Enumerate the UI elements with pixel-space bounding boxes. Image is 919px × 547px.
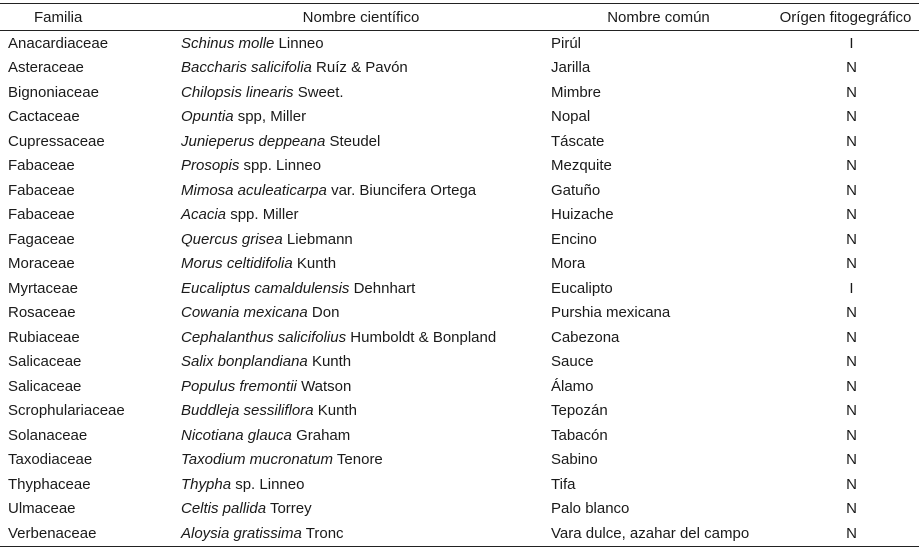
cell-nombre-cientifico <box>177 252 545 277</box>
cell-nombre-cientifico <box>177 105 545 130</box>
scientific-name-italic: Salix bonplandiana <box>181 353 308 371</box>
cell-nombre-cientifico <box>177 350 545 375</box>
cell-nombre-comun: Vara dulce, azahar del campo <box>545 521 772 546</box>
table-row <box>0 374 919 399</box>
table-row <box>0 325 919 350</box>
cell-familia: Moraceae <box>8 255 75 273</box>
cell-nombre-cientifico <box>177 325 545 350</box>
cell-familia: Cupressaceae <box>8 132 105 150</box>
cell-familia: Ulmaceae <box>8 500 76 518</box>
table-row <box>0 423 919 448</box>
table-row <box>0 497 919 522</box>
scientific-name-italic: Quercus grisea <box>181 230 283 248</box>
cell-familia: Myrtaceae <box>8 279 79 297</box>
cell-nombre-comun: Sabino <box>551 451 598 469</box>
scientific-name-author: spp. Miller <box>226 206 299 224</box>
cell-nombre-comun: Álamo <box>551 377 594 395</box>
scientific-name-author: Linneo <box>274 34 324 52</box>
table-row <box>0 227 919 252</box>
cell-origen: N <box>846 83 857 101</box>
scientific-name-author: Kunth <box>307 353 352 371</box>
scientific-name-italic: Cephalanthus salicifolius <box>181 328 347 346</box>
cell-origen: N <box>846 108 857 126</box>
cell-nombre-cientifico <box>177 80 545 105</box>
table-row <box>0 276 919 301</box>
cell-familia: Thyphaceae <box>8 475 91 493</box>
scientific-name-italic: Buddleja sessiliflora <box>181 402 314 420</box>
cell-familia: Fabaceae <box>8 181 75 199</box>
scientific-name-italic: Acacia <box>181 206 227 224</box>
cell-familia: Anacardiaceae <box>8 34 109 52</box>
scientific-name-italic: Mimosa aculeaticarpa <box>181 181 327 199</box>
scientific-name-author: sp. Linneo <box>231 475 305 493</box>
cell-origen: N <box>846 377 857 395</box>
cell-nombre-cientifico <box>177 399 545 424</box>
cell-origen: N <box>846 451 857 469</box>
cell-origen: N <box>846 475 857 493</box>
scientific-name-author: spp. Linneo <box>239 157 322 175</box>
scientific-name-author: var. Biuncifera Ortega <box>326 181 477 199</box>
scientific-name-italic: Cowania mexicana <box>181 304 308 322</box>
table-row <box>0 56 919 81</box>
scientific-name-italic: Baccharis salicifolia <box>181 59 312 77</box>
table-body <box>0 31 919 547</box>
cell-nombre-comun: Sauce <box>551 353 594 371</box>
header-row <box>0 4 919 31</box>
cell-nombre-cientifico <box>177 178 545 203</box>
cell-familia: Scrophulariaceae <box>8 402 125 420</box>
header-nombre-cientifico: Nombre científico <box>177 4 545 31</box>
cell-familia: Rosaceae <box>8 304 76 322</box>
scientific-name-italic: Taxodium mucronatum <box>181 451 334 469</box>
table-header <box>0 4 919 31</box>
header-nombre-comun: Nombre común <box>545 4 772 31</box>
table-row <box>0 252 919 277</box>
cell-nombre-cientifico <box>177 129 545 154</box>
scientific-name-author: Steudel <box>325 132 381 150</box>
cell-nombre-comun: Encino <box>551 230 597 248</box>
cell-familia: Asteraceae <box>8 59 84 77</box>
scientific-name-author: Dehnhart <box>349 279 416 297</box>
table-row <box>0 178 919 203</box>
table-row <box>0 129 919 154</box>
cell-origen: N <box>846 181 857 199</box>
cell-nombre-cientifico <box>177 276 545 301</box>
table-row <box>0 80 919 105</box>
cell-nombre-comun: Mimbre <box>551 83 602 101</box>
scientific-name-italic: Chilopsis linearis <box>181 83 294 101</box>
cell-origen: I <box>849 279 854 297</box>
table-row <box>0 105 919 130</box>
cell-origen: I <box>849 34 854 52</box>
table-row <box>0 301 919 326</box>
header-familia: Familia <box>0 4 177 31</box>
species-table <box>0 3 919 547</box>
scientific-name-author: Humboldt & Bonpland <box>346 328 497 346</box>
cell-nombre-cientifico <box>177 374 545 399</box>
scientific-name-italic: Eucaliptus camaldulensis <box>181 279 350 297</box>
cell-nombre-comun: Táscate <box>551 132 605 150</box>
table-row <box>0 399 919 424</box>
cell-familia: Verbenaceae <box>0 521 177 546</box>
scientific-name-author: spp, Miller <box>233 108 307 126</box>
cell-nombre-comun: Cabezona <box>551 328 620 346</box>
cell-origen: N <box>846 206 857 224</box>
cell-nombre-comun: Pirúl <box>551 34 582 52</box>
cell-origen: N <box>772 521 919 546</box>
scientific-name-author: Sweet. <box>293 83 344 101</box>
cell-origen: N <box>846 59 857 77</box>
table-row <box>0 203 919 228</box>
cell-origen: N <box>846 157 857 175</box>
cell-nombre-cientifico <box>177 227 545 252</box>
cell-nombre-comun: Eucalipto <box>551 279 613 297</box>
cell-nombre-comun: Purshia mexicana <box>551 304 671 322</box>
table-row <box>0 31 919 56</box>
cell-familia: Fabaceae <box>8 206 75 224</box>
cell-origen: N <box>846 255 857 273</box>
header-origen: Orígen fitogegráfico <box>772 4 919 31</box>
cell-nombre-cientifico <box>177 521 545 546</box>
cell-origen: N <box>846 328 857 346</box>
scientific-name-italic: Aloysia gratissima <box>181 524 302 542</box>
scientific-name-author: Graham <box>291 426 351 444</box>
table-row <box>0 472 919 497</box>
cell-nombre-comun: Tifa <box>551 475 576 493</box>
cell-familia: Solanaceae <box>8 426 88 444</box>
table-row <box>0 154 919 179</box>
scientific-name-italic: Celtis pallida <box>181 500 267 518</box>
cell-origen: N <box>846 426 857 444</box>
scientific-name-italic: Nicotiana glauca <box>181 426 292 444</box>
cell-origen: N <box>846 402 857 420</box>
table-row <box>0 448 919 473</box>
cell-nombre-cientifico <box>177 203 545 228</box>
cell-nombre-cientifico <box>177 472 545 497</box>
cell-nombre-comun: Jarilla <box>551 59 591 77</box>
scientific-name-author: Ruíz & Pavón <box>311 59 408 77</box>
scientific-name-author: Kunth <box>292 255 337 273</box>
table-row <box>0 350 919 375</box>
cell-familia: Salicaceae <box>8 377 82 395</box>
cell-nombre-comun: Mora <box>551 255 586 273</box>
cell-nombre-comun: Nopal <box>551 108 591 126</box>
cell-origen: N <box>846 353 857 371</box>
cell-nombre-cientifico <box>177 56 545 81</box>
scientific-name-italic: Morus celtidifolia <box>181 255 293 273</box>
cell-origen: N <box>846 132 857 150</box>
scientific-name-italic: Prosopis <box>181 157 240 175</box>
scientific-name-author: Tronc <box>301 524 344 542</box>
scientific-name-italic: Opuntia <box>181 108 234 126</box>
cell-origen: N <box>846 304 857 322</box>
scientific-name-italic: Thypha <box>181 475 232 493</box>
cell-nombre-cientifico <box>177 448 545 473</box>
cell-familia: Salicaceae <box>8 353 82 371</box>
cell-nombre-cientifico <box>177 423 545 448</box>
table-row <box>0 521 919 546</box>
cell-familia: Bignoniaceae <box>8 83 99 101</box>
cell-familia: Fagaceae <box>8 230 75 248</box>
scientific-name-italic: Populus fremontii <box>181 377 297 395</box>
scientific-name-italic: Schinus molle <box>181 34 275 52</box>
cell-nombre-cientifico <box>177 154 545 179</box>
scientific-name-author: Tenore <box>333 451 383 469</box>
cell-familia: Rubiaceae <box>8 328 80 346</box>
cell-familia: Cactaceae <box>8 108 80 126</box>
cell-nombre-cientifico <box>177 301 545 326</box>
scientific-name-author: Don <box>307 304 340 322</box>
scientific-name-author: Kunth <box>313 402 357 420</box>
scientific-name-author: Liebmann <box>282 230 353 248</box>
cell-nombre-comun: Tepozán <box>551 402 608 420</box>
cell-familia: Fabaceae <box>8 157 75 175</box>
scientific-name-author: Watson <box>296 377 352 395</box>
cell-nombre-cientifico <box>177 497 545 522</box>
cell-nombre-cientifico <box>177 31 545 56</box>
cell-origen: N <box>846 500 857 518</box>
cell-origen: N <box>846 230 857 248</box>
cell-nombre-comun: Gatuño <box>551 181 601 199</box>
scientific-name-italic: Junieperus deppeana <box>181 132 326 150</box>
cell-nombre-comun: Palo blanco <box>551 500 630 518</box>
scientific-name-author: Torrey <box>266 500 312 518</box>
cell-nombre-comun: Mezquite <box>551 157 612 175</box>
cell-nombre-comun: Huizache <box>551 206 614 224</box>
cell-nombre-comun: Tabacón <box>551 426 608 444</box>
cell-familia: Taxodiaceae <box>8 451 93 469</box>
